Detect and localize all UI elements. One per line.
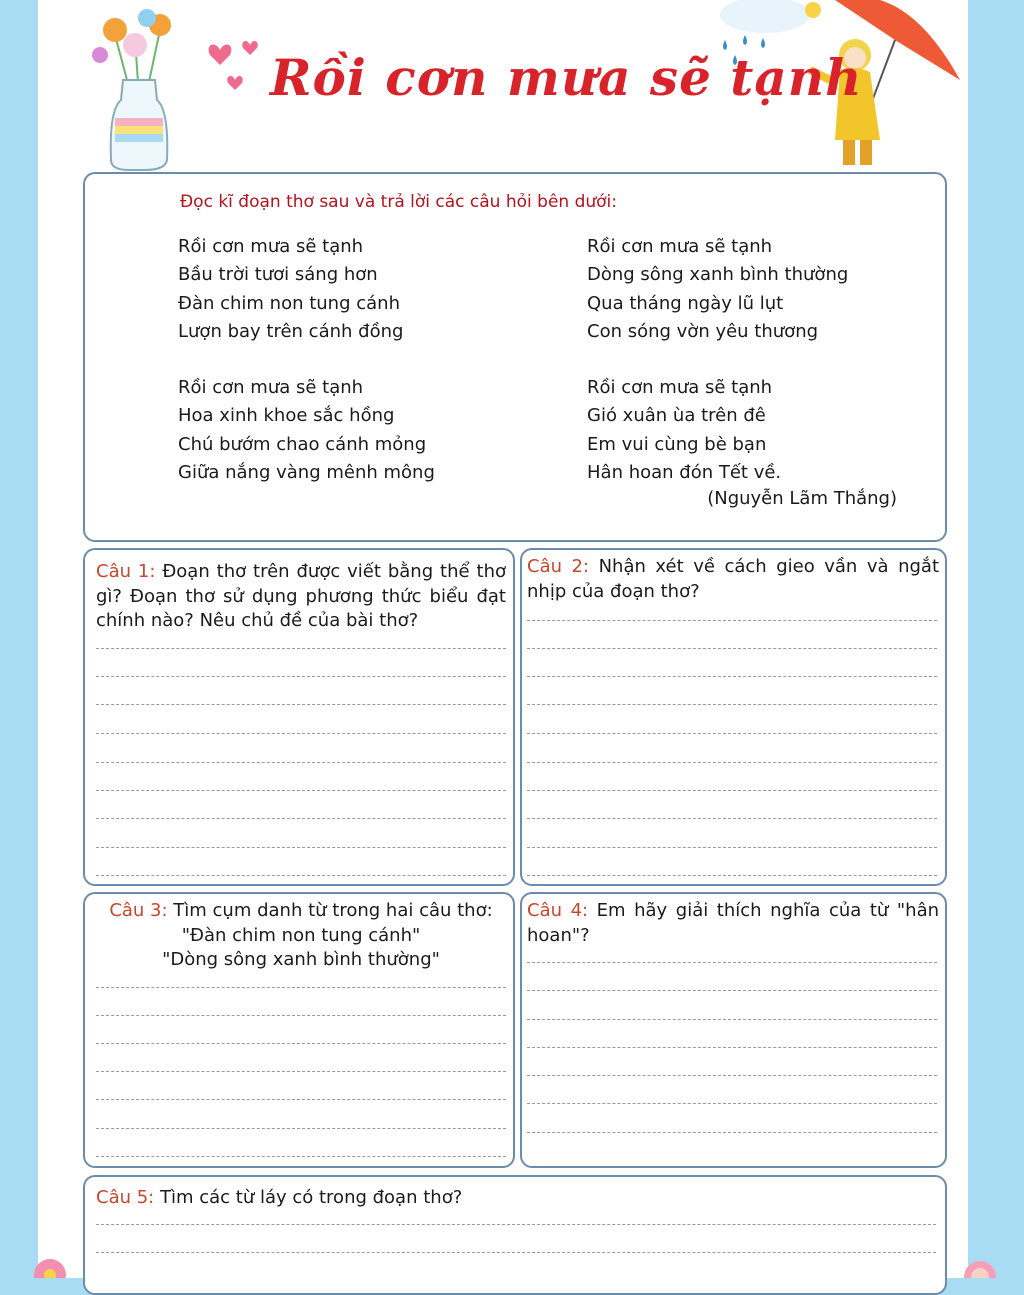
hearts-decoration <box>205 30 275 100</box>
flower-vase-illustration <box>85 0 195 175</box>
poem-left-column <box>178 233 435 487</box>
question-3-verse-2: "Dòng sông xanh bình thường" <box>162 949 440 970</box>
question-3-prompt: Tìm cụm danh từ trong hai câu thơ: <box>167 900 493 921</box>
poem-line: Bầu trời tươi sáng hơn <box>178 264 378 286</box>
poem-line: Rồi cơn mưa sẽ tạnh <box>587 377 773 399</box>
poem-line: Lượn bay trên cánh đồng <box>178 320 404 342</box>
question-3-verse-1: "Đàn chim non tung cánh" <box>181 924 421 946</box>
poem-line: Em vui cùng bè bạn <box>587 433 767 455</box>
question-3-text <box>96 899 506 973</box>
poem-author: (Nguyễn Lãm Thắng) <box>707 488 897 509</box>
question-4-text <box>527 899 939 948</box>
poem-line: Rồi cơn mưa sẽ tạnh <box>178 236 364 257</box>
question-2-prompt: Nhận xét về cách gieo vần và ngắt nhịp của đoạn thơ? <box>527 556 940 602</box>
poem-line: Dòng sông xanh bình thường <box>587 264 849 286</box>
question-5-prompt: Tìm các từ láy có trong đoạn thơ? <box>154 1187 463 1208</box>
question-5-text <box>96 1186 936 1211</box>
flower-corner-left-icon <box>15 1255 85 1278</box>
question-2-label: Câu 2: <box>527 556 590 577</box>
poem-line: Chú bướm chao cánh mỏng <box>178 433 427 455</box>
question-1-text <box>96 560 506 634</box>
question-1-prompt: Đoạn thơ trên được viết bằng thể thơ gì? Đoạn thơ sử dụng phương thức biểu đạt chính nào? Nêu chủ đề của bài thơ? <box>96 561 506 631</box>
poem-right-column <box>587 233 848 487</box>
poem-line: Rồi cơn mưa sẽ tạnh <box>587 236 773 257</box>
question-4-prompt: Em hãy giải thích nghĩa của từ "hân hoan"? <box>527 900 940 946</box>
poem-line: Hoa xinh khoe sắc hồng <box>178 405 395 427</box>
question-5-label: Câu 5: <box>96 1187 155 1208</box>
poem-line: Qua tháng ngày lũ lụt <box>587 292 784 314</box>
poem-line: Giữa nắng vàng mênh mông <box>178 462 435 484</box>
poem-line: Đàn chim non tung cánh <box>178 292 400 314</box>
poem-line: Hân hoan đón Tết về. <box>587 462 782 484</box>
poem-line: Con sóng vờn yêu thương <box>587 320 819 342</box>
question-3-label: Câu 3: <box>109 900 168 921</box>
poem-line: Rồi cơn mưa sẽ tạnh <box>178 377 364 399</box>
flower-corner-right-icon <box>950 1255 1010 1278</box>
question-4-label: Câu 4: <box>527 900 589 921</box>
question-2-text <box>527 555 939 604</box>
question-1-label: Câu 1: <box>96 561 156 582</box>
poem-line: Gió xuân ùa trên đê <box>587 405 766 427</box>
instruction-text: Đọc kĩ đoạn thơ sau và trả lời các câu hỏi bên dưới: <box>180 192 617 212</box>
page-title: Rồi cơn mưa sẽ tạnh <box>270 48 863 107</box>
